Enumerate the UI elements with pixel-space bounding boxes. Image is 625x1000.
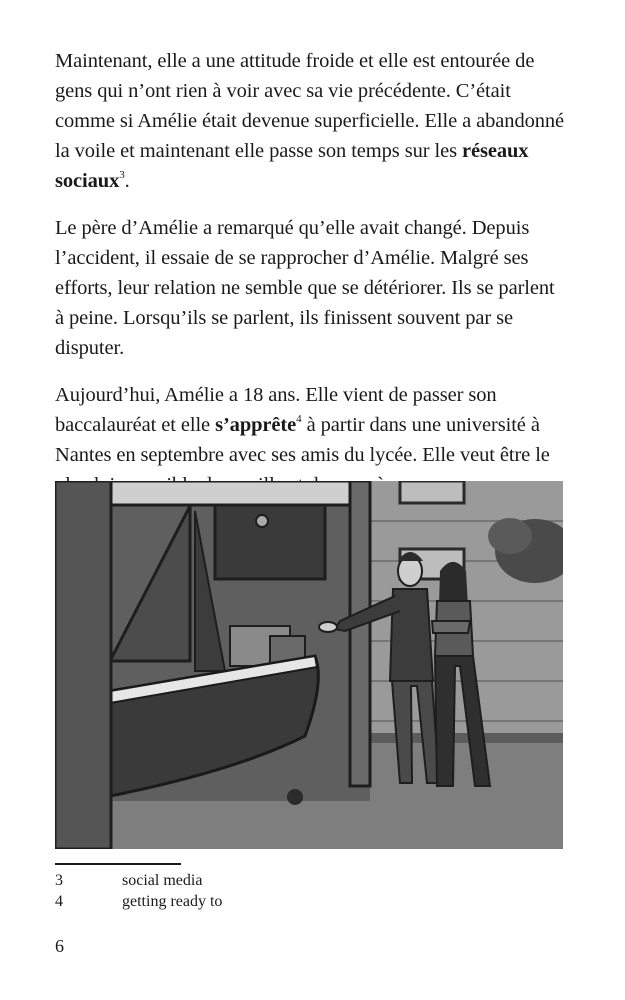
footnote-divider <box>55 863 181 865</box>
garage-sailboat-illustration <box>55 481 563 849</box>
paragraph-3-end: à partir dans une université à Nantes en septembre avec ses amis du lycée. Elle veut être le <box>55 414 550 466</box>
vocab-term-reseaux-sociaux: réseaux sociaux <box>55 140 529 192</box>
text-body <box>55 46 565 517</box>
footnotes <box>55 870 222 912</box>
footnote-3 <box>55 870 222 891</box>
paragraph-2-text: Le père d’Amélie a remarqué qu’elle avait changé. Depuis l’accident, il essaie de se rapprocher d’Amélie. Malgré ses efforts, leur relation ne semble que se détériorer. Ils se parlent à peine. Lorsqu’ils se parlent, ils finissent souvent par se disputer. <box>55 217 555 359</box>
paragraph-1-end: . <box>124 170 130 192</box>
footnote-ref-3[interactable]: 3 <box>119 169 125 182</box>
footnote-text: getting ready to <box>122 893 223 910</box>
footnote-text: social media <box>122 872 203 889</box>
vocab-term-sapprete: s’apprête <box>215 414 297 436</box>
footnote-4 <box>55 891 222 912</box>
paragraph-3-text: Aujourd’hui, Amélie a 18 ans. Elle vient de passer son baccalauréat et elle <box>55 384 497 436</box>
footnote-number: 3 <box>55 872 63 889</box>
paragraph-1-text: Maintenant, elle a une attitude froide et elle est entourée de gens qui n’ont rien à voir avec sa vie précédente. C’était comme si Amélie était devenue superficielle. Elle a abandonné la voile et maintenant elle passe son temps sur les <box>55 50 565 162</box>
paragraph-2 <box>55 213 565 363</box>
page-number: 6 <box>55 936 64 956</box>
paragraph-1 <box>55 46 565 196</box>
footnote-number: 4 <box>55 893 63 910</box>
footnote-ref-4[interactable]: 4 <box>296 413 302 426</box>
